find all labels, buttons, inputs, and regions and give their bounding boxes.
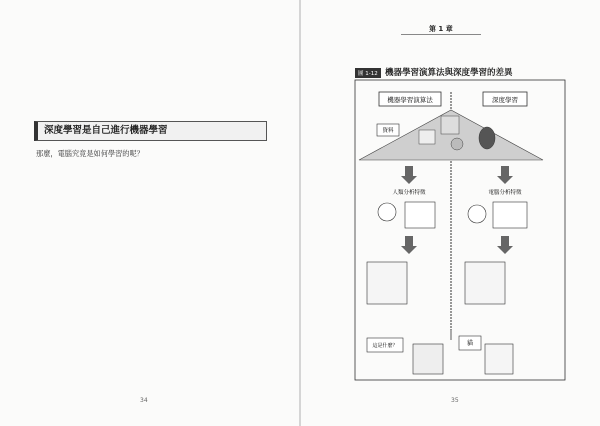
- robot-head-icon: [468, 205, 486, 223]
- arrow-down-icon: [401, 166, 417, 184]
- left-step-label: 人類分析特徵: [392, 190, 426, 196]
- figure-number-badge: 圖 1-12: [355, 68, 381, 78]
- page-number: 34: [140, 397, 148, 404]
- question-text: 這是什麼？: [372, 343, 398, 349]
- data-images-icon: [493, 202, 527, 228]
- paragraph-question: 那麼，電腦究竟是如何學習的呢？: [36, 149, 144, 158]
- figure-title: 機器學習演算法與深度學習的差異: [385, 68, 513, 78]
- left-page: [0, 0, 299, 426]
- ai-robot-icon: [485, 344, 513, 374]
- answer-text: 貓: [466, 340, 474, 347]
- penguin-icon: [479, 127, 495, 149]
- right-step-label: 電腦分析特徵: [488, 190, 522, 196]
- comparison-diagram: [301, 0, 600, 426]
- arrow-down-icon: [497, 166, 513, 184]
- ai-robot-icon: [367, 262, 407, 304]
- cat-feature-card-icon: [405, 202, 435, 228]
- ai-robot-icon: [465, 262, 505, 304]
- cat-photo-icon: [413, 344, 443, 374]
- right-page: [301, 0, 600, 426]
- section-heading: 深度學習是自己進行機器學習: [34, 121, 267, 141]
- data-label: 資料: [382, 128, 394, 134]
- arrow-down-icon: [497, 236, 513, 254]
- arrow-down-icon: [401, 236, 417, 254]
- person-icon: [378, 203, 396, 221]
- monitor-icon: [441, 116, 459, 134]
- right-column-header: 深度學習: [492, 96, 518, 104]
- chapter-label: 第 1 章: [429, 25, 453, 33]
- left-column-header: 機器學習演算法: [387, 96, 433, 104]
- page-number: 35: [451, 397, 459, 404]
- cat-photo-icon: [419, 130, 435, 144]
- animal-icon: [451, 138, 463, 150]
